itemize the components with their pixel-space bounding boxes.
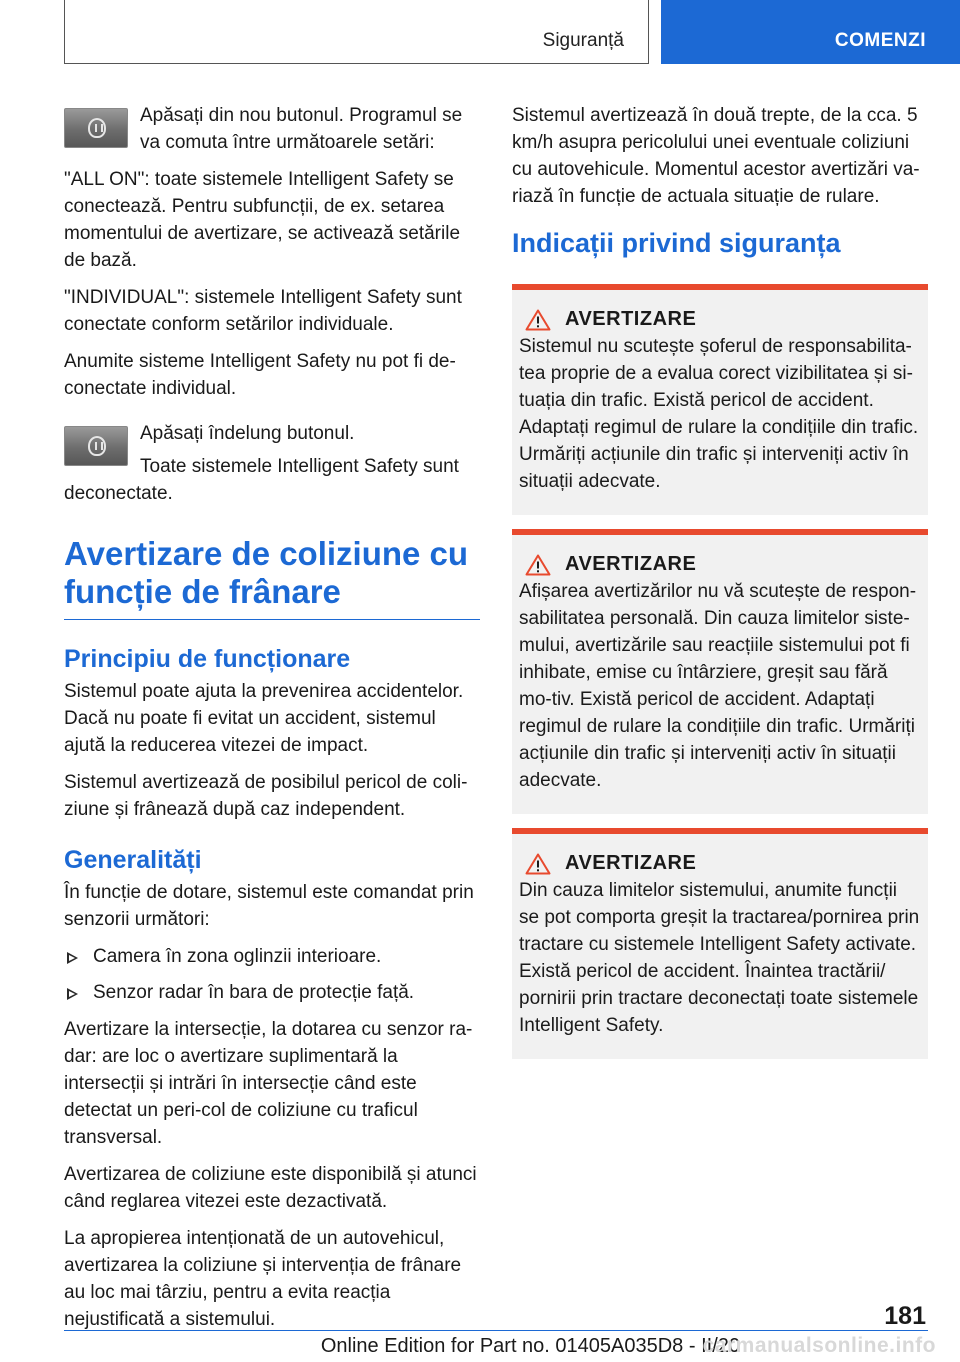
- paragraph-generalitati: În funcție de dotare, sistemul este comandat prin senzorii următori:: [64, 882, 474, 930]
- button-1-text: Apăsați din nou butonul. Programul se va comuta între următoarele setări:: [140, 105, 463, 153]
- paragraph-trepte: Sistemul avertizează în două trepte, de la cca. 5 km/h asupra pericolului unei eventuale coliziuni cu autovehicule. Momentul acestor avertizări va‐riază în funcție de actuala situație de rulare.: [512, 105, 920, 207]
- intelligent-safety-button-icon: [64, 108, 128, 148]
- button-instruction-2: [64, 420, 480, 517]
- footer-divider: [64, 1330, 928, 1331]
- header-chapter-tab[interactable]: [661, 0, 960, 64]
- paragraph-all-on: "ALL ON": toate sistemele Intelligent Safety se conectează. Pentru subfuncții, de ex. setarea momentului de avertizare, se activează setările de bază.: [64, 169, 461, 271]
- warning-box-2: [512, 529, 928, 814]
- warning-box-1: [512, 284, 928, 515]
- paragraph-individual: "INDIVIDUAL": sistemele Intelligent Safety sunt conectate conform setărilor individuale.: [64, 287, 462, 335]
- footer-edition: Online Edition for Part no. 01405A035D8 - II/20: [320, 1335, 740, 1357]
- list-item: Senzor radar în bara de protecție față.: [64, 979, 480, 1006]
- warning-text: Din cauza limitelor sistemului, anumite funcții se pot comporta greșit la tractarea/pornirea prin tractare cu sistemele Intelligent Safety activate. Există pericol de accident. Înaintea tractării/ pornirii prin tractare deconectați toate sistemele Intelligent Safety.: [519, 880, 920, 1036]
- warning-text: Afișarea avertizărilor nu vă scutește de respon‐sabilitatea personală. Din cauza limitelor siste‐mului, avertizările sau reacțiile sistemului pot fi inhibate, emise cu întârziere, greșit sau fără mo‐tiv. Există pericol de accident. Adaptați regimul de rulare la condițiile din trafic. Urmăriți acțiunile din trafic și interveniți activ în situații adecvate.: [519, 581, 917, 791]
- heading-safety-notes: Indicații privind siguranța: [512, 228, 841, 258]
- warning-title: AVERTIZARE: [565, 308, 697, 330]
- heading-principiu: Principiu de funcționare: [64, 645, 351, 673]
- paragraph-apropiere: La apropierea intenționată de un autovehicul, avertizarea la coliziune și intervenția de frânare au loc mai târziu, pentru a evita reacția nejustificată a sistemului.: [64, 1228, 462, 1330]
- button-2-text-1: Apăsați îndelung butonul.: [140, 423, 355, 444]
- paragraph-anumite: Anumite sisteme Intelligent Safety nu pot fi de‐conectate individual.: [64, 351, 456, 399]
- header-chapter-label: COMENZI: [834, 30, 926, 51]
- page-number: 181: [884, 1302, 926, 1330]
- paragraph-principiu-2: Sistemul avertizează de posibilul pericol de coli‐ziune și frânează după caz independent.: [64, 772, 468, 820]
- warning-title: AVERTIZARE: [565, 852, 697, 874]
- left-column: [64, 102, 480, 1343]
- list-item: Camera în zona oglinzii interioare.: [64, 943, 480, 970]
- warning-triangle-icon: [525, 853, 551, 875]
- triangle-bullet-icon: [67, 988, 78, 1000]
- warning-text: Sistemul nu scutește șoferul de responsabilita‐tea proprie de a evalua corect vizibilitatea și si‐tuația din trafic. Există pericol de accident. Adaptați regimul de rulare la condițiile din trafic. Urmăriți acțiunile din trafic și interveniți activ în situații adecvate.: [519, 336, 919, 492]
- intelligent-safety-button-icon: [64, 426, 128, 466]
- sensor-list: [64, 943, 480, 1006]
- triangle-bullet-icon: [67, 952, 78, 964]
- button-instruction-1: [64, 102, 480, 166]
- paragraph-intersectie: Avertizare la intersecție, la dotarea cu senzor ra‐dar: are loc o avertizare suplimentară la intersecții și intrări în intersecție când este detectat un peri‐col de coliziune cu traficul transversal.: [64, 1019, 473, 1148]
- button-2-text-2: Toate sistemele Intelligent Safety sunt deconectate.: [64, 456, 459, 504]
- heading-collision-warning: Avertizare de coliziune cu funcție de frânare: [64, 535, 480, 620]
- heading-generalitati: Generalități: [64, 846, 202, 874]
- header-section-title: Siguranță: [542, 30, 624, 51]
- header-section-box: [64, 0, 649, 64]
- warning-triangle-icon: [525, 309, 551, 331]
- paragraph-disponibila: Avertizarea de coliziune este disponibilă și atunci când reglarea vitezei este dezactivată.: [64, 1164, 477, 1212]
- warning-box-3: [512, 828, 928, 1059]
- warning-triangle-icon: [525, 554, 551, 576]
- paragraph-principiu-1: Sistemul poate ajuta la prevenirea accidentelor. Dacă nu poate fi evitat un accident, sistemul ajută la reducerea vitezei de impact.: [64, 681, 464, 756]
- warning-title: AVERTIZARE: [565, 553, 697, 575]
- right-column: [512, 102, 928, 1073]
- footer-watermark[interactable]: carmanualsonline.info: [702, 1334, 936, 1357]
